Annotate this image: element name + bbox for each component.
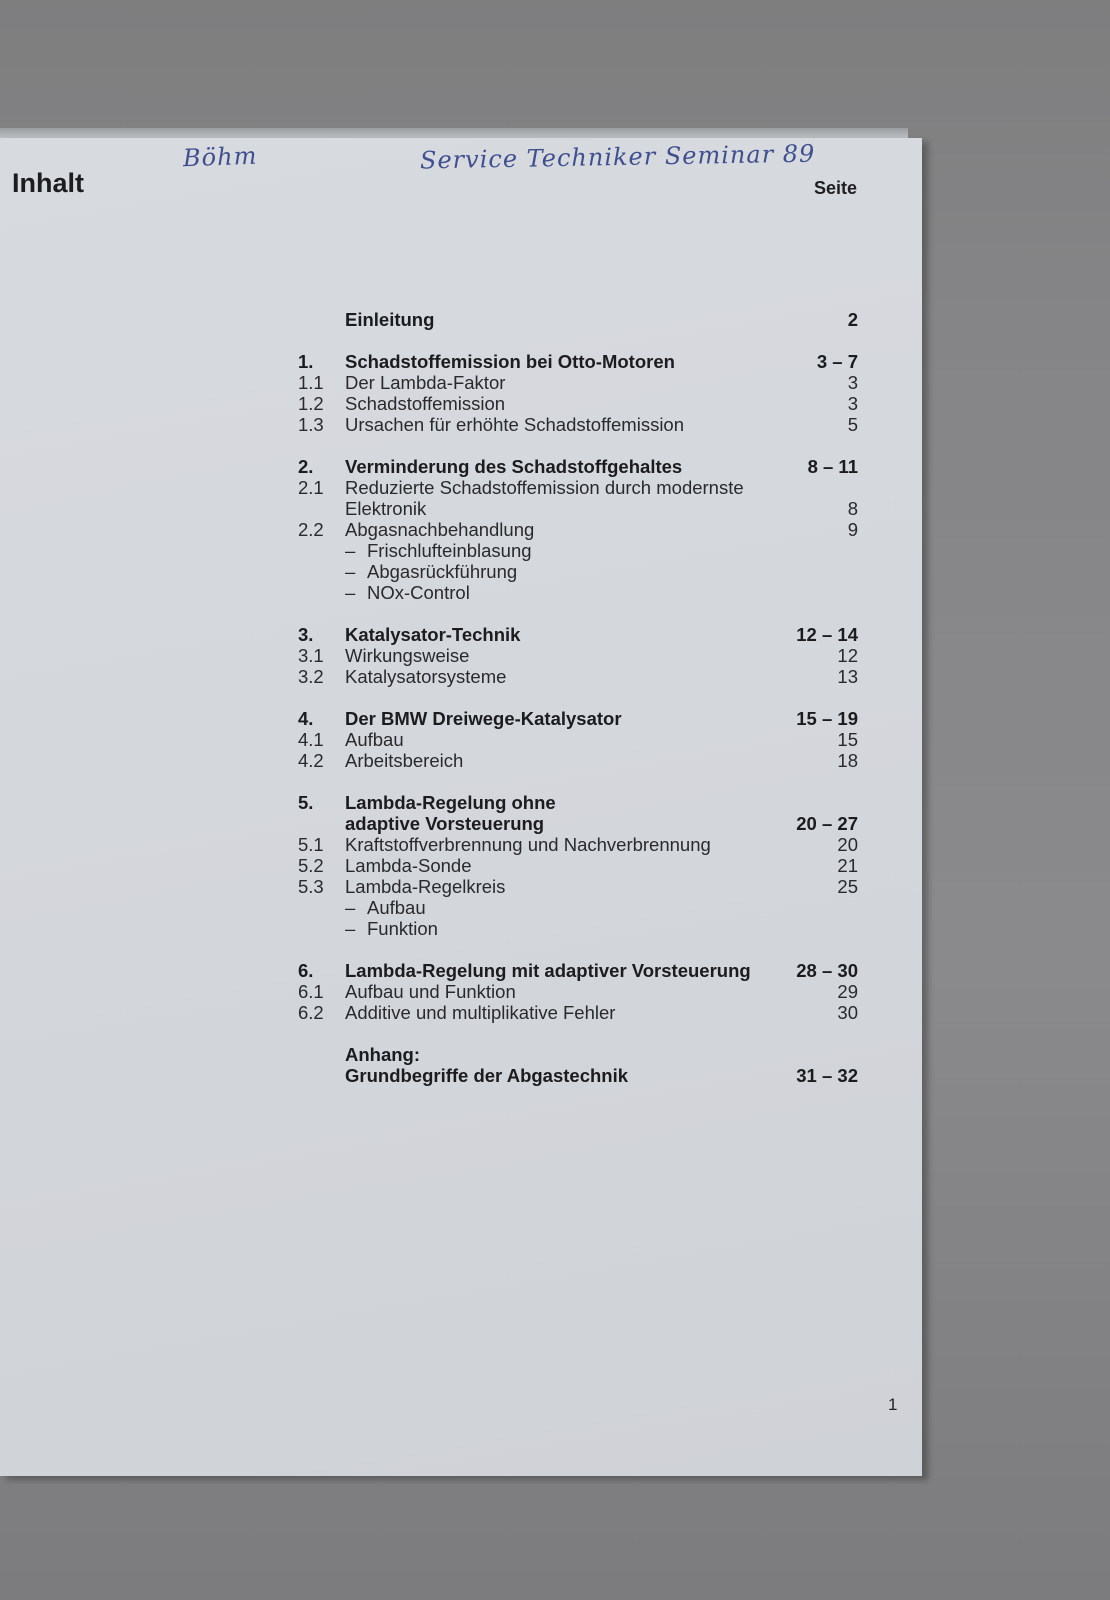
toc-entry-text: Lambda-Sonde <box>345 855 472 876</box>
toc-entry-text: Lambda-Regelung ohne <box>345 792 556 813</box>
toc-entry-number: 1. <box>298 351 314 372</box>
toc-section <box>298 708 858 771</box>
toc-entry <box>298 540 858 561</box>
dash-bullet: – <box>345 540 356 561</box>
toc-entry-number: 5.2 <box>298 855 324 876</box>
toc-entry-text: Der Lambda-Faktor <box>345 372 506 393</box>
toc-entry-text: Arbeitsbereich <box>345 750 464 771</box>
toc-entry <box>298 1044 858 1065</box>
toc-entry-number: 6.2 <box>298 1002 324 1023</box>
toc-entry-text: NOx-Control <box>367 582 470 603</box>
toc-entry-number: 5. <box>298 792 314 813</box>
toc-entry-page: 20 – 27 <box>796 813 858 834</box>
toc-section <box>298 1044 858 1086</box>
toc-entry <box>298 309 858 330</box>
toc-entry <box>298 456 858 477</box>
handwritten-name: Böhm <box>182 141 258 173</box>
toc-entry-text: Schadstoffemission <box>345 393 506 414</box>
toc-section <box>298 351 858 435</box>
toc-entry-page: 9 <box>847 519 858 540</box>
toc-entry-page: 29 <box>837 981 858 1002</box>
toc-entry <box>298 897 858 918</box>
toc-entry-text: Der BMW Dreiwege-Katalysator <box>345 708 622 729</box>
toc-section <box>298 792 858 939</box>
toc-entry-page: 31 – 32 <box>796 1065 858 1086</box>
toc-entry-text: Schadstoffemission bei Otto-Motoren <box>345 351 675 372</box>
toc-entry <box>298 1065 858 1086</box>
toc-entry <box>298 372 858 393</box>
toc-entry-text: Frischlufteinblasung <box>367 540 532 561</box>
toc-section <box>298 960 858 1023</box>
toc-entry <box>298 981 858 1002</box>
toc-entry <box>298 750 858 771</box>
toc-entry <box>298 645 858 666</box>
toc-entry-number: 2.1 <box>298 477 324 498</box>
toc-entry-text: Lambda-Regelung mit adaptiver Vorsteuerung <box>345 960 751 981</box>
toc-entry-text: Aufbau <box>367 897 426 918</box>
toc-subitem <box>345 918 438 939</box>
toc-entry-page: 21 <box>837 855 858 876</box>
toc-entry-number: 1.1 <box>298 372 324 393</box>
toc-entry-number: 5.3 <box>298 876 324 897</box>
toc-entry-text: Elektronik <box>345 498 427 519</box>
toc-entry-number: 2. <box>298 456 314 477</box>
table-of-contents <box>298 309 858 1107</box>
toc-entry <box>298 477 858 498</box>
toc-entry-number: 3.1 <box>298 645 324 666</box>
toc-entry-text: Aufbau <box>345 729 404 750</box>
toc-entry-page: 20 <box>837 834 858 855</box>
toc-entry <box>298 393 858 414</box>
toc-entry <box>298 792 858 813</box>
toc-entry <box>298 624 858 645</box>
handwritten-title: Service Techniker Seminar 89 <box>419 139 816 175</box>
toc-entry <box>298 1002 858 1023</box>
toc-entry-text: Reduzierte Schadstoffemission durch modernste <box>345 477 744 498</box>
toc-entry-number: 1.2 <box>298 393 324 414</box>
toc-entry <box>298 918 858 939</box>
toc-entry-page: 25 <box>837 876 858 897</box>
toc-entry-text: Wirkungsweise <box>345 645 470 666</box>
toc-entry-page: 8 – 11 <box>807 456 858 477</box>
toc-section <box>298 309 858 330</box>
toc-entry <box>298 519 858 540</box>
toc-entry <box>298 666 858 687</box>
toc-entry-text: Grundbegriffe der Abgastechnik <box>345 1065 629 1086</box>
toc-entry-page: 28 – 30 <box>796 960 858 981</box>
toc-entry-page: 12 – 14 <box>796 624 858 645</box>
page-title: Inhalt <box>12 168 84 198</box>
toc-entry-text: Lambda-Regelkreis <box>345 876 506 897</box>
toc-entry <box>298 414 858 435</box>
toc-section <box>298 624 858 687</box>
toc-entry-text: Katalysator-Technik <box>345 624 521 645</box>
toc-entry-text: Ursachen für erhöhte Schadstoffemission <box>345 414 685 435</box>
toc-entry <box>298 729 858 750</box>
toc-entry-page: 18 <box>837 750 858 771</box>
toc-entry-page: 5 <box>847 414 858 435</box>
toc-entry-number: 4.2 <box>298 750 324 771</box>
toc-entry-text: Abgasrückführung <box>367 561 518 582</box>
dash-bullet: – <box>345 561 356 582</box>
toc-entry-text: Aufbau und Funktion <box>345 981 516 1002</box>
toc-entry-text: Kraftstoffverbrennung und Nachverbrennung <box>345 834 711 855</box>
toc-entry-text: Abgasnachbehandlung <box>345 519 535 540</box>
toc-entry-number: 4. <box>298 708 314 729</box>
dash-bullet: – <box>345 918 356 939</box>
toc-entry-page: 15 – 19 <box>796 708 858 729</box>
toc-subitem <box>345 897 426 918</box>
toc-entry-text: adaptive Vorsteuerung <box>345 813 545 834</box>
toc-entry-number: 5.1 <box>298 834 324 855</box>
toc-entry-page: 3 <box>847 372 858 393</box>
toc-entry-page: 8 <box>847 498 858 519</box>
page-number: 1 <box>888 1395 898 1414</box>
toc-entry-number: 4.1 <box>298 729 324 750</box>
dash-bullet: – <box>345 582 356 603</box>
toc-subitem <box>345 540 532 561</box>
toc-entry <box>298 834 858 855</box>
toc-entry <box>298 708 858 729</box>
toc-entry-text: Funktion <box>367 918 438 939</box>
toc-entry-page: 30 <box>837 1002 858 1023</box>
toc-entry <box>298 960 858 981</box>
toc-entry <box>298 813 858 834</box>
toc-entry <box>298 351 858 372</box>
toc-section <box>298 456 858 603</box>
toc-entry-text: Anhang: <box>345 1044 421 1065</box>
toc-entry-number: 6.1 <box>298 981 324 1002</box>
dash-bullet: – <box>345 897 356 918</box>
toc-entry-text: Additive und multiplikative Fehler <box>345 1002 616 1023</box>
toc-subitem <box>345 561 517 582</box>
toc-entry <box>298 855 858 876</box>
toc-entry-page: 13 <box>837 666 858 687</box>
toc-entry-number: 3. <box>298 624 314 645</box>
toc-entry <box>298 561 858 582</box>
toc-entry-page: 2 <box>847 309 858 330</box>
toc-entry-number: 3.2 <box>298 666 324 687</box>
toc-entry-page: 12 <box>837 645 858 666</box>
page-column-label: Seite <box>814 178 858 198</box>
toc-entry-page: 3 – 7 <box>816 351 858 372</box>
toc-entry-number: 2.2 <box>298 519 324 540</box>
toc-entry <box>298 498 858 519</box>
toc-entry-text: Einleitung <box>345 309 435 330</box>
toc-entry-text: Katalysatorsysteme <box>345 666 507 687</box>
toc-entry-text: Verminderung des Schadstoffgehaltes <box>345 456 683 477</box>
toc-entry <box>298 876 858 897</box>
toc-subitem <box>345 582 470 603</box>
toc-entry-page: 3 <box>847 393 858 414</box>
toc-entry-number: 6. <box>298 960 314 981</box>
toc-entry-number: 1.3 <box>298 414 324 435</box>
toc-entry-page: 15 <box>837 729 858 750</box>
toc-entry <box>298 582 858 603</box>
